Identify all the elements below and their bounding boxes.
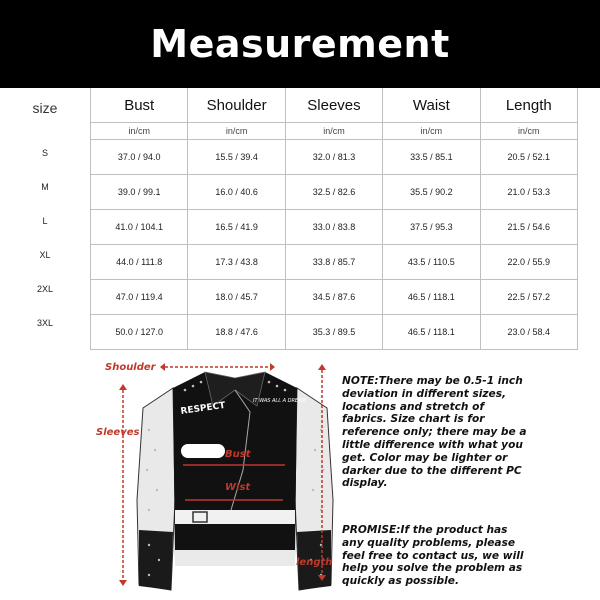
- table-cell: 46.5 / 118.1: [383, 315, 480, 350]
- measurement-arrows: [0, 350, 340, 600]
- sleeves-label: Sleeves: [96, 427, 140, 438]
- table-cell: 18.8 / 47.6: [188, 315, 285, 350]
- jacket-text-respect: RESPECT: [180, 400, 227, 417]
- arrow-head: [270, 363, 275, 371]
- table-cell: 17.3 / 43.8: [188, 245, 285, 280]
- table-cell: 43.5 / 110.5: [383, 245, 480, 280]
- arrow-head: [119, 580, 127, 586]
- col-waist: Waist: [383, 88, 480, 123]
- col-length: Length: [480, 88, 577, 123]
- size-chart-table: [90, 88, 578, 350]
- table-cell: 41.0 / 104.1: [91, 210, 188, 245]
- table-cell: 35.5 / 90.2: [383, 175, 480, 210]
- table-row: [91, 140, 578, 175]
- table-cell: 37.5 / 95.3: [383, 210, 480, 245]
- page-title: Measurement: [150, 22, 450, 66]
- table-cell: 33.0 / 83.8: [285, 210, 382, 245]
- table-cell: 23.0 / 58.4: [480, 315, 577, 350]
- table-cell: 32.0 / 81.3: [285, 140, 382, 175]
- size-m: M: [41, 182, 49, 192]
- table-cell: 50.0 / 127.0: [91, 315, 188, 350]
- arrow-head: [160, 363, 165, 371]
- table-header-row: [91, 88, 578, 123]
- table-cell: 15.5 / 39.4: [188, 140, 285, 175]
- jacket-text-dream: IT WAS ALL A DREAM: [253, 398, 306, 404]
- size-s: S: [41, 148, 48, 158]
- col-sleeves: Sleeves: [285, 88, 382, 123]
- unit-cell: in/cm: [91, 123, 188, 140]
- col-bust: Bust: [91, 88, 188, 123]
- table-cell: 33.8 / 85.7: [285, 245, 382, 280]
- table-cell: 32.5 / 82.6: [285, 175, 382, 210]
- table-cell: 16.5 / 41.9: [188, 210, 285, 245]
- table-cell: 37.0 / 94.0: [91, 140, 188, 175]
- shoulder-label: Shoulder: [105, 362, 156, 373]
- table-row: [91, 315, 578, 350]
- table-cell: 18.0 / 45.7: [188, 280, 285, 315]
- table-cell: 16.0 / 40.6: [188, 175, 285, 210]
- promise-text: PROMISE:If the product has any quality problems, please feel free to contact us, we will help you solve the problem as quickly as possible.: [342, 524, 524, 588]
- title-bar: [0, 0, 600, 88]
- bust-label: Bust: [225, 449, 251, 460]
- unit-cell: in/cm: [285, 123, 382, 140]
- size-3xl: 3XL: [36, 318, 53, 328]
- waist-label: Wist: [225, 482, 251, 493]
- table-row: [91, 245, 578, 280]
- table-cell: 35.3 / 89.5: [285, 315, 382, 350]
- table-cell: 39.0 / 99.1: [91, 175, 188, 210]
- arrow-head: [318, 364, 326, 370]
- arrow-head: [119, 384, 127, 390]
- table-cell: 46.5 / 118.1: [383, 280, 480, 315]
- table-cell: 21.0 / 53.3: [480, 175, 577, 210]
- table-cell: 20.5 / 52.1: [480, 140, 577, 175]
- length-label: length: [296, 557, 333, 568]
- note-text: NOTE:There may be 0.5-1 inch deviation in different sizes, locations and stretch of fabrics. Size chart is for reference only; there may be a little difference with what you get. Color may be lighter or darker due to the different PC display.: [342, 375, 527, 490]
- table-cell: 44.0 / 111.8: [91, 245, 188, 280]
- table-row: [91, 280, 578, 315]
- table-cell: 21.5 / 54.6: [480, 210, 577, 245]
- arrow-head: [318, 575, 326, 581]
- table-cell: 34.5 / 87.6: [285, 280, 382, 315]
- table-cell: 22.0 / 55.9: [480, 245, 577, 280]
- size-l: L: [42, 216, 48, 226]
- unit-cell: in/cm: [480, 123, 577, 140]
- size-header: size: [32, 100, 58, 116]
- size-2xl: 2XL: [36, 284, 53, 294]
- units-row: [91, 123, 578, 140]
- table-row: [91, 175, 578, 210]
- table-cell: 47.0 / 119.4: [91, 280, 188, 315]
- table-cell: 33.5 / 85.1: [383, 140, 480, 175]
- table-row: [91, 210, 578, 245]
- unit-cell: in/cm: [383, 123, 480, 140]
- size-xl: XL: [39, 250, 51, 260]
- unit-cell: in/cm: [188, 123, 285, 140]
- col-shoulder: Shoulder: [188, 88, 285, 123]
- table-cell: 22.5 / 57.2: [480, 280, 577, 315]
